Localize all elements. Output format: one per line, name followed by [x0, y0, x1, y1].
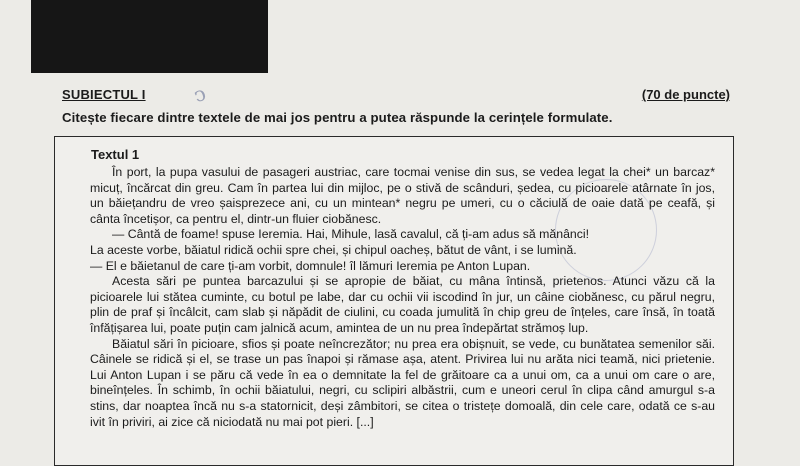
paragraph: — Cântă de foame! spuse Ieremia. Hai, Mihule, lasă cavalul, că ți-am adus să mănânci!: [112, 227, 590, 242]
text-box: [54, 136, 734, 466]
section-header: [62, 87, 730, 103]
points-label: (70 de puncte): [641, 87, 730, 102]
paragraph: În port, la pupa vasului de pasageri austriac, care tocmai venise din sus, se vedea legat la chei* un barcaz* micuț, încărcat din greu. Cam în partea lui din mijloc, pe o stivă de scânduri, ședea, cu picioarele atârnate în jos, un băiețandru de vreo șaisprezece ani, cu un mintean* negru pe umeri, cu o căciulă de oaie dată pe ceafă, și cânta încetișor, ca pentru el, dintr-un fluier ciobănesc.: [90, 165, 715, 226]
pen-mark-icon: ↄ: [190, 80, 209, 108]
paragraph: Băiatul sări în picioare, sfios și poate neîncrezător; nu prea era obișnuit, se vede, cu bunătatea semenilor săi. Câinele se ridică și el, se trase un pas înapoi și rămase așa, atent. Privirea lui nu arăta nici teamă, nici prietenie. Lui Anton Lupan i se păru că vede în ea o demnitate la fel de grăitoare ca a unui om, ca a unui om care o are, bineînțeles. În schimb, în ochii băiatului, negri, cu sclipiri albăstrii, cum e uneori cerul în clipa când amurgul s-a stins, dar noaptea încă nu s-a statornicit, deși zâmbitori, se citea o tristețe domoală, din cele care, odată ce s-au ivit în priviri, ai zice că niciodată nu mai pot pieri. [...]: [90, 336, 715, 429]
paragraph: La aceste vorbe, băiatul ridică ochii spre chei, și chipul oacheș, bătut de vânt, i se lumină.: [90, 242, 577, 257]
paragraph: — El e băietanul de care ți-am vorbit, domnule! îl lămuri Ieremia pe Anton Lupan.: [90, 258, 531, 273]
section-title: SUBIECTUL I: [62, 87, 146, 102]
instructions: Citește fiecare dintre textele de mai jos pentru a putea răspunde la cerințele formulate.: [62, 110, 613, 125]
paragraph: Acesta sări pe puntea barcazului și se apropie de băiat, cu mâna întinsă, prietenos. Atunci văzu că la picioarele lui stătea cuminte, cu botul pe labe, dar cu ochii vii iscodind în jur, un câine ciobănesc, cu părul negru, plin de praf și încâlcit, cam slab și năpădit de ciulini, cu coada jumulită în chip greu de înțeles, care însă, în toată înfățișarea lui, poate puțin cam jalnică acum, amintea de un nu prea îndepărtat strămoș lup.: [90, 274, 715, 335]
text-title: Textul 1: [91, 147, 140, 162]
redacted-block: [31, 0, 268, 73]
text-body: [90, 165, 715, 430]
